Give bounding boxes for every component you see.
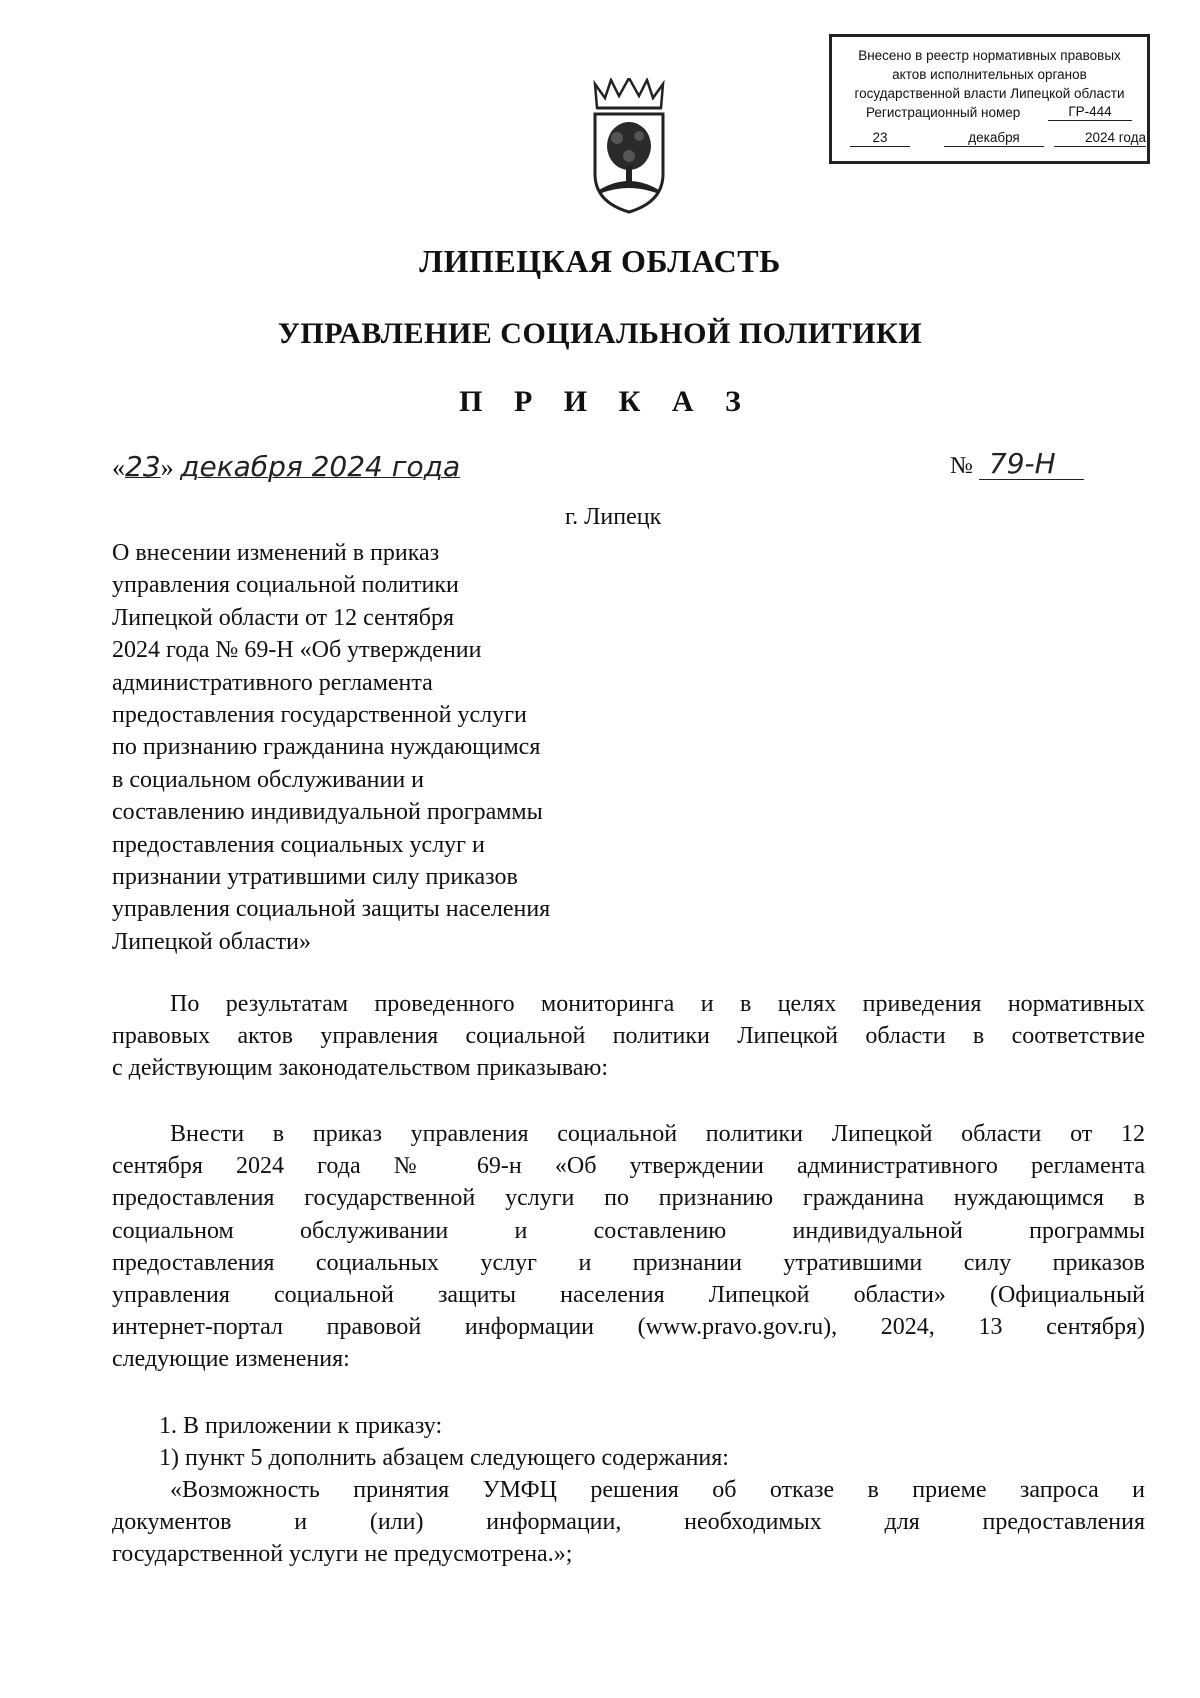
stamp-month: декабря (944, 129, 1044, 147)
subject-line: Липецкой области от 12 сентября (112, 604, 455, 631)
body-line: интернет-портал правовой информации (www.pravo.gov.ru), 2024, 13 сентября) (112, 1314, 1145, 1341)
number-label: № (950, 453, 973, 479)
city: г. Липецк (565, 504, 662, 530)
body-line: предоставления государственной услуги по признанию гражданина нуждающимся в (112, 1185, 1145, 1212)
body-line: следующие изменения: (112, 1346, 350, 1373)
subject-line: 2024 года № 69-Н «Об утверждении (112, 637, 482, 664)
subject-line: управления социальной политики (112, 572, 459, 599)
order-number (950, 449, 1084, 480)
order-date (112, 450, 460, 483)
date-month-year: декабря 2024 года (180, 450, 461, 483)
stamp-reg-number: ГР-444 (1048, 103, 1132, 121)
date-close-quote: » (160, 453, 174, 482)
stamp-day: 23 (850, 129, 910, 147)
stamp-year: 2024 года (1054, 129, 1146, 147)
order-subject (112, 537, 672, 958)
subject-line: предоставления государственной услуги (112, 702, 527, 729)
body-line: с действующим законодательством приказываю: (112, 1055, 609, 1082)
body-line: предоставления социальных услуг и признании утратившими силу приказов (112, 1249, 1145, 1276)
stamp-line-3: государственной власти Липецкой области (854, 86, 1125, 101)
subject-line: О внесении изменений в приказ (112, 540, 440, 566)
amendment-paragraph (112, 1118, 1145, 1376)
lipetsk-coat-of-arms-icon (589, 78, 669, 214)
body-line: социальном обслуживании и составлению индивидуальной программы (112, 1217, 1145, 1244)
body-line: управления социальной защиты населения Липецкой области» (Официальный (112, 1282, 1145, 1309)
body-line: правовых актов управления социальной политики Липецкой области в соответствие (112, 1023, 1145, 1050)
registry-stamp (829, 34, 1150, 164)
subject-line: управления социальной защиты населения (112, 896, 551, 923)
stamp-line-2: актов исполнительных органов (892, 67, 1087, 82)
body-line: документов и (или) информации, необходимых для предоставления (112, 1509, 1145, 1536)
body-line: государственной услуги не предусмотрена.»; (112, 1541, 573, 1568)
subject-line: в социальном обслуживании и (112, 766, 425, 793)
date-day: 23 (125, 450, 161, 483)
list-item: 1) пункт 5 дополнить абзацем следующего содержания: (159, 1445, 729, 1472)
document-type: П Р И К А З (459, 385, 753, 418)
subject-line: предоставления социальных услуг и (112, 831, 485, 858)
subject-line: Липецкой области» (112, 928, 311, 955)
number-value: 79-Н (979, 449, 1084, 480)
preamble-paragraph (112, 988, 1145, 1085)
body-line: сентября 2024 года № 69-н «Об утверждении административного регламента (112, 1153, 1145, 1180)
item-list (112, 1410, 1145, 1474)
stamp-line-1: Внесено в реестр нормативных правовых (858, 48, 1121, 63)
subject-line: административного регламента (112, 669, 433, 696)
list-item: 1. В приложении к приказу: (159, 1413, 443, 1439)
body-line: «Возможность принятия УМФЦ решения об отказе в приеме запроса и (170, 1477, 1145, 1503)
quoted-paragraph (112, 1474, 1145, 1571)
region-title: ЛИПЕЦКАЯ ОБЛАСТЬ (419, 243, 781, 279)
subject-line: по признанию гражданина нуждающимся (112, 734, 541, 761)
subject-line: признании утратившими силу приказов (112, 864, 518, 891)
department-title: УПРАВЛЕНИЕ СОЦИАЛЬНОЙ ПОЛИТИКИ (277, 317, 923, 350)
stamp-reg-label: Регистрационный номер (866, 105, 1021, 120)
body-line: Внести в приказ управления социальной политики Липецкой области от 12 (170, 1121, 1145, 1147)
body-line: По результатам проведенного мониторинга и в целях приведения нормативных (170, 991, 1145, 1017)
date-open-quote: « (112, 453, 125, 482)
subject-line: составлению индивидуальной программы (112, 799, 543, 826)
